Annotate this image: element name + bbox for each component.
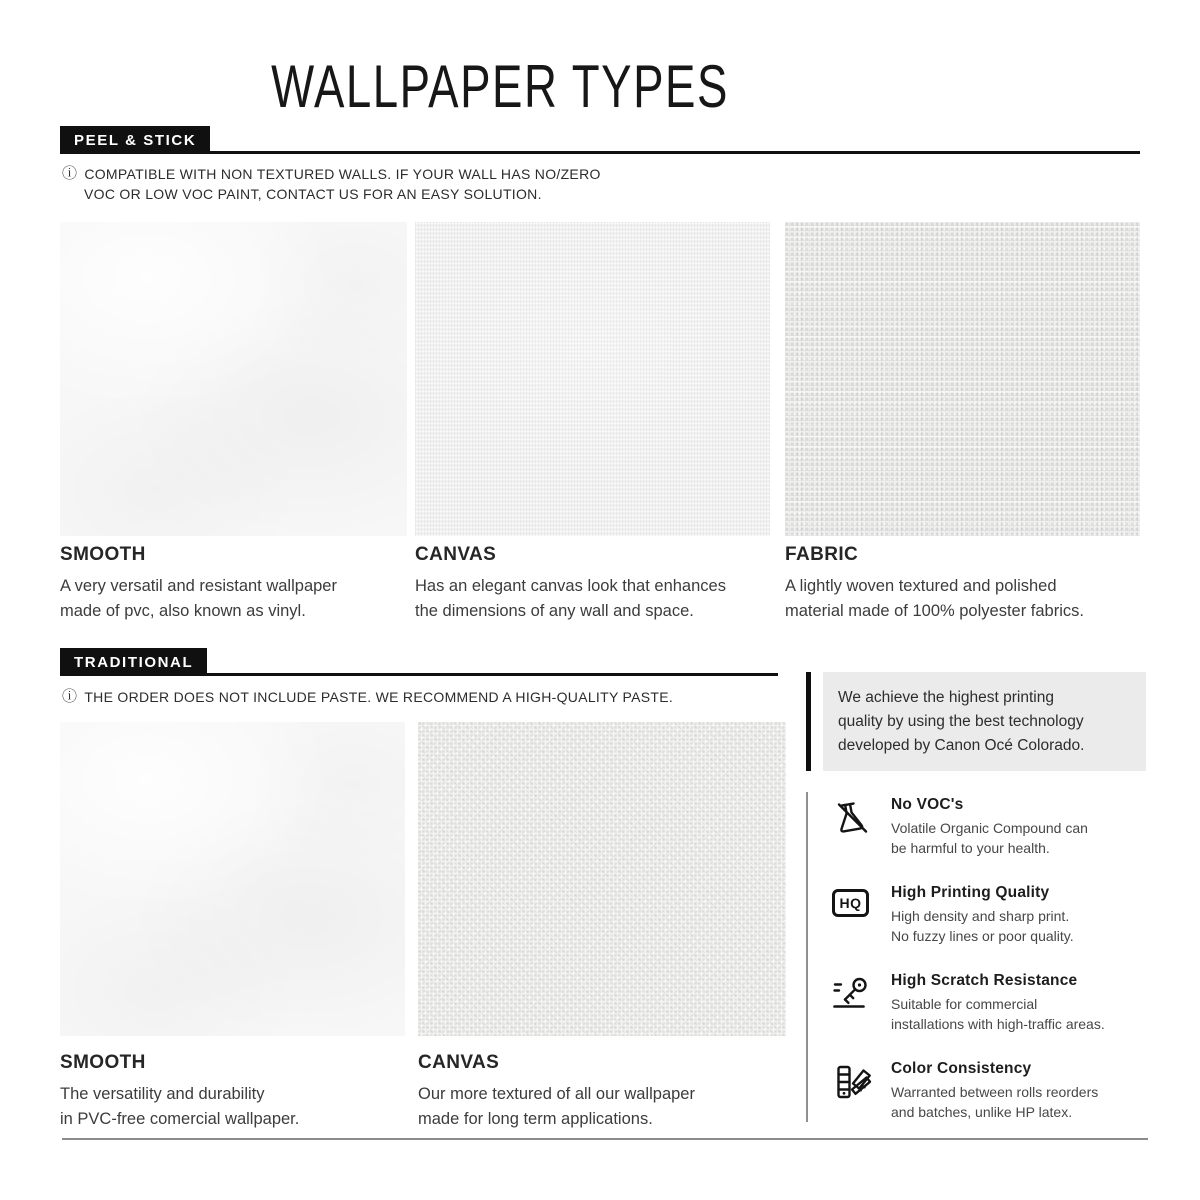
swatch-desc-line1: Has an elegant canvas look that enhances [415, 577, 726, 595]
hq-badge-text: HQ [832, 889, 869, 917]
canvas-texture-swatch [415, 222, 770, 536]
swatch-desc-line1: The versatility and durability [60, 1085, 265, 1103]
printing-quality-callout-box [823, 672, 1146, 771]
feature-color-consistency [832, 1060, 1156, 1122]
peel-stick-caption-row [60, 544, 1140, 624]
traditional-section-divider [60, 648, 778, 676]
fabric-caption [785, 544, 1140, 624]
traditional-swatch-row [60, 722, 786, 1036]
feature-desc-line2: No fuzzy lines or poor quality. [891, 928, 1074, 944]
smooth-texture-swatch [60, 722, 405, 1036]
feature-title: High Printing Quality [891, 884, 1050, 901]
callout-line2: quality by using the best technology [838, 713, 1084, 730]
feature-high-printing-quality [832, 884, 1156, 946]
feature-desc-line1: High density and sharp print. [891, 908, 1070, 924]
peel-stick-note-line1: COMPATIBLE WITH NON TEXTURED WALLS. IF YOUR WALL HAS NO/ZERO [84, 166, 601, 182]
no-voc-flask-icon [832, 796, 874, 858]
page-title: WALLPAPER TYPES [271, 53, 729, 120]
info-icon: ⓘ [62, 165, 78, 182]
peel-stick-section-divider [60, 126, 1140, 154]
bottom-divider [62, 1138, 1148, 1140]
callout-line1: We achieve the highest printing [838, 689, 1054, 706]
swatch-desc-line2: in PVC-free comercial wallpaper. [60, 1110, 300, 1128]
color-swatches-icon [832, 1060, 874, 1122]
feature-desc-line1: Volatile Organic Compound can [891, 820, 1088, 836]
swatch-desc-line2: the dimensions of any wall and space. [415, 602, 694, 620]
peel-stick-swatch-row [60, 222, 1140, 536]
fabric-texture-swatch [785, 222, 1140, 536]
smooth-texture-swatch [60, 222, 407, 536]
feature-text [891, 884, 1074, 946]
swatch-desc-line1: A very versatil and resistant wallpaper [60, 577, 337, 595]
feature-text [891, 972, 1105, 1034]
feature-text [891, 796, 1088, 858]
swatch-desc-line2: material made of 100% polyester fabrics. [785, 602, 1084, 620]
info-icon: ⓘ [62, 688, 78, 705]
canvas-texture-swatch [418, 722, 786, 1036]
traditional-note [62, 688, 673, 706]
swatch-name: FABRIC [785, 544, 859, 565]
swatch-desc-line2: made for long term applications. [418, 1110, 653, 1128]
feature-no-voc [832, 796, 1156, 858]
swatch-desc-line1: Our more textured of all our wallpaper [418, 1085, 695, 1103]
canvas-caption [415, 544, 770, 624]
key-scratch-icon [832, 972, 874, 1034]
feature-desc-line1: Suitable for commercial [891, 996, 1038, 1012]
feature-list [806, 792, 1156, 1122]
feature-desc-line1: Warranted between rolls reorders [891, 1084, 1099, 1100]
traditional-section-label: TRADITIONAL [60, 648, 207, 676]
callout-line3: developed by Canon Océ Colorado. [838, 737, 1085, 754]
feature-desc-line2: and batches, unlike HP latex. [891, 1104, 1073, 1120]
traditional-caption-row [60, 1052, 786, 1132]
feature-title: No VOC's [891, 796, 964, 813]
traditional-note-line1: THE ORDER DOES NOT INCLUDE PASTE. WE RECOMMEND A HIGH-QUALITY PASTE. [84, 689, 674, 705]
swatch-desc-line1: A lightly woven textured and polished [785, 577, 1057, 595]
smooth-caption [60, 1052, 405, 1132]
feature-title: High Scratch Resistance [891, 972, 1078, 989]
swatch-desc-line2: made of pvc, also known as vinyl. [60, 602, 306, 620]
swatch-name: SMOOTH [60, 1052, 146, 1073]
smooth-caption [60, 544, 407, 624]
feature-desc-line2: installations with high-traffic areas. [891, 1016, 1105, 1032]
feature-desc-line2: be harmful to your health. [891, 840, 1050, 856]
feature-text [891, 1060, 1098, 1122]
hq-badge-icon [832, 884, 874, 946]
swatch-name: SMOOTH [60, 544, 146, 565]
peel-stick-note-line2: VOC OR LOW VOC PAINT, CONTACT US FOR AN EASY SOLUTION. [84, 186, 542, 202]
feature-title: Color Consistency [891, 1060, 1032, 1077]
feature-high-scratch-resistance [832, 972, 1156, 1034]
peel-stick-section-label: PEEL & STICK [60, 126, 210, 154]
canvas-caption [418, 1052, 786, 1132]
peel-stick-note [62, 165, 601, 203]
swatch-name: CANVAS [418, 1052, 500, 1073]
printing-quality-callout [806, 672, 1146, 771]
swatch-name: CANVAS [415, 544, 497, 565]
